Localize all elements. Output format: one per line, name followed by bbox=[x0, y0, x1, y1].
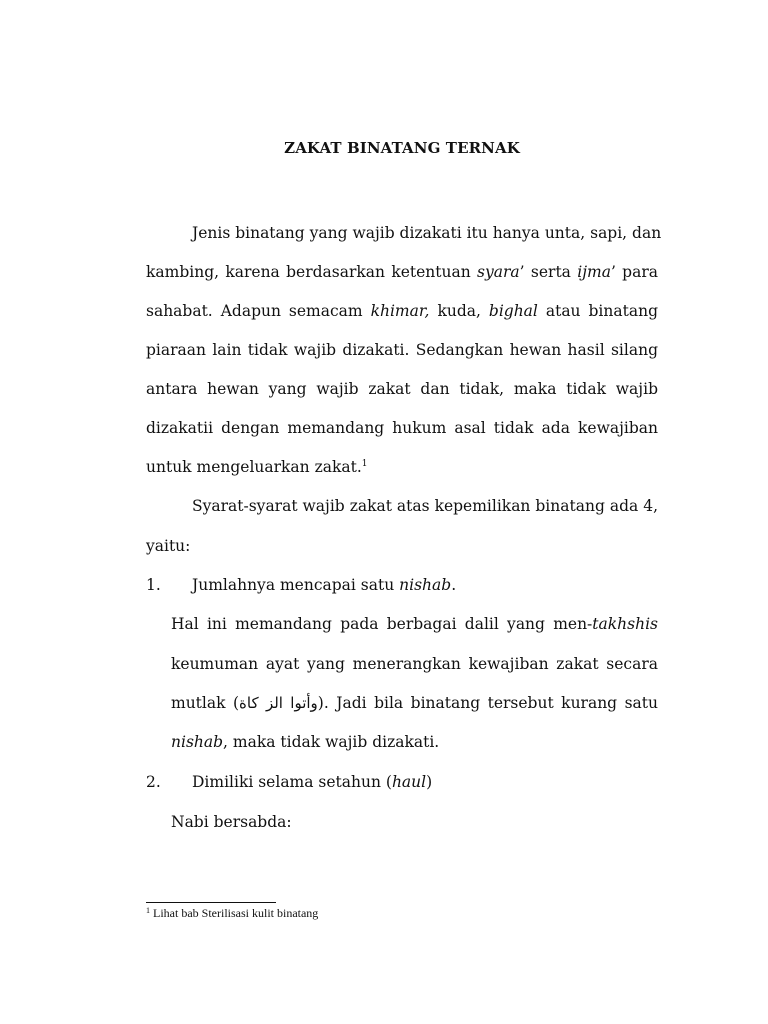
text-run: Jumlahnya mencapai satu bbox=[192, 576, 400, 594]
paragraph-line bbox=[171, 614, 658, 634]
paragraph-line bbox=[192, 496, 658, 516]
text-run: kambing, karena berdasarkan ketentuan bbox=[146, 263, 478, 281]
text-run: . bbox=[451, 576, 457, 594]
italic-term: khimar, bbox=[370, 302, 430, 320]
text-run: sahabat. Adapun semacam bbox=[146, 302, 371, 320]
footnote bbox=[146, 906, 318, 921]
text-run: yaitu: bbox=[146, 537, 191, 555]
paragraph-line bbox=[171, 812, 658, 832]
paragraph-line bbox=[171, 654, 658, 674]
text-run: piaraan lain tidak wajib dizakati. Sedangkan hewan hasil silang bbox=[146, 341, 658, 359]
page-title: ZAKAT BINATANG TERNAK bbox=[284, 139, 520, 157]
text-run: Dimiliki selama setahun ( bbox=[192, 773, 392, 791]
footnote-number: 1 bbox=[146, 906, 150, 915]
text-run: keumuman ayat yang menerangkan kewajiban zakat secara bbox=[171, 655, 658, 673]
paragraph-line bbox=[192, 223, 662, 243]
text-run: Jenis binatang yang wajib dizakati itu hanya unta, sapi, dan bbox=[192, 224, 662, 242]
italic-term: bighal bbox=[488, 302, 538, 320]
text-run: , maka tidak wajib dizakati. bbox=[223, 733, 440, 751]
italic-term: nishab bbox=[399, 576, 452, 594]
paragraph-line bbox=[146, 457, 658, 477]
text-run: untuk mengeluarkan zakat. bbox=[146, 458, 362, 476]
italic-term: haul bbox=[391, 773, 427, 791]
paragraph-line bbox=[146, 536, 658, 556]
text-run: dizakatii dengan memandang hukum asal tidak ada kewajiban bbox=[146, 419, 658, 437]
text-run: antara hewan yang wajib zakat dan tidak, maka tidak wajib bbox=[146, 380, 658, 398]
footnote-ref[interactable]: 1 bbox=[361, 459, 368, 469]
text-run: Syarat-syarat wajib zakat atas kepemilikan binatang ada 4, bbox=[192, 497, 658, 515]
list-item-heading bbox=[192, 575, 456, 595]
text-run: atau binatang bbox=[537, 302, 658, 320]
paragraph-line bbox=[146, 340, 658, 360]
list-number: 2. bbox=[146, 773, 161, 791]
paragraph-line bbox=[171, 693, 658, 713]
italic-term: ijma bbox=[577, 263, 611, 281]
paragraph-line bbox=[146, 301, 658, 321]
paragraph-line bbox=[146, 379, 658, 399]
text-run: ) bbox=[426, 773, 433, 791]
text-run: Hal ini memandang pada berbagai dalil yang men- bbox=[171, 615, 593, 633]
italic-term: syara bbox=[477, 263, 520, 281]
italic-term: takhshis bbox=[592, 615, 658, 633]
text-run: ’ serta bbox=[519, 263, 578, 281]
footnote-text: Lihat bab Sterilisasi kulit binatang bbox=[150, 906, 319, 920]
italic-term: nishab bbox=[171, 733, 224, 751]
arabic-quote: وأتوا الز كاة bbox=[239, 694, 318, 712]
text-run: kuda, bbox=[429, 302, 489, 320]
text-run: ’ para bbox=[610, 263, 658, 281]
paragraph-line bbox=[146, 262, 658, 282]
list-number: 1. bbox=[146, 576, 161, 594]
list-item-heading bbox=[192, 772, 432, 792]
paragraph-line bbox=[171, 732, 658, 752]
footnote-separator bbox=[146, 902, 276, 903]
text-run: mutlak ( bbox=[171, 694, 240, 712]
text-run: ). Jadi bila binatang tersebut kurang satu bbox=[317, 694, 658, 712]
text-run: Nabi bersabda: bbox=[171, 813, 292, 831]
paragraph-line bbox=[146, 418, 658, 438]
